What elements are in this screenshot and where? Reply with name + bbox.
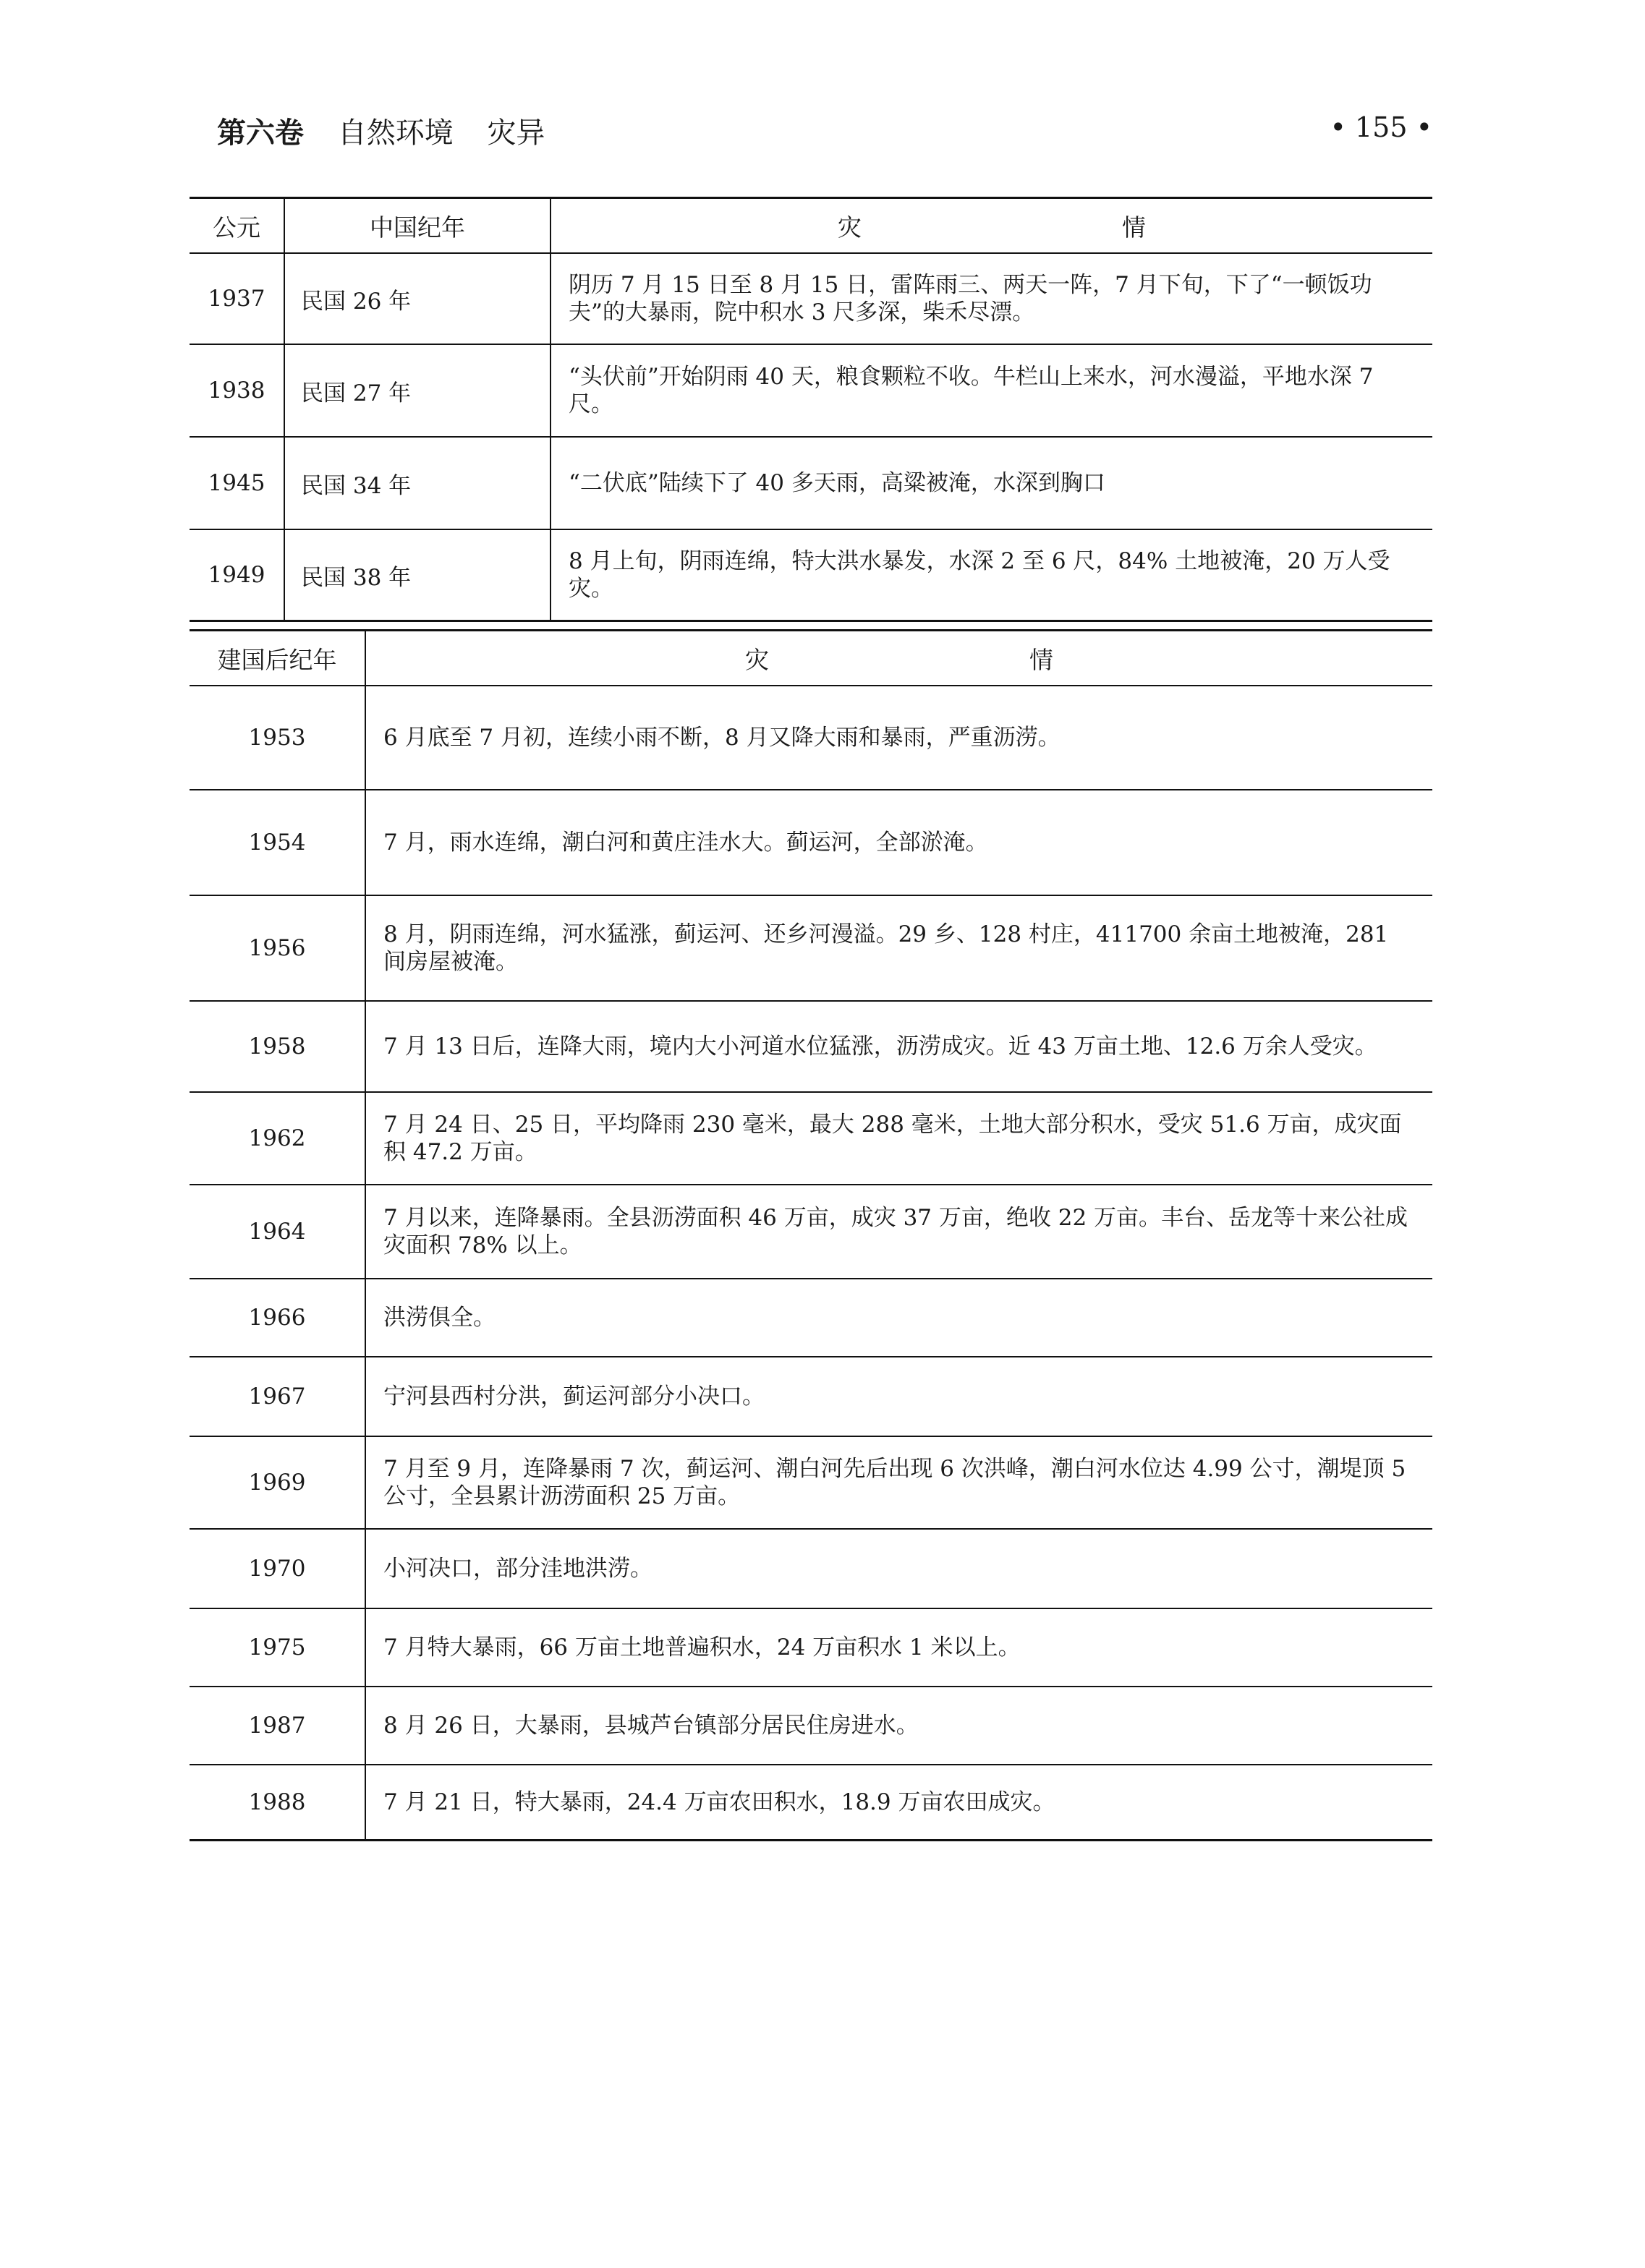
description-cell: “二伏底”陆续下了 40 多天雨，高粱被淹，水深到胸口 — [551, 437, 1432, 529]
year-cell: 1987 — [190, 1687, 365, 1765]
era-cell: 民国 34 年 — [284, 437, 551, 529]
table-row — [190, 1185, 1432, 1279]
table-row — [190, 529, 1432, 621]
description-cell: 8 月 26 日，大暴雨，县城芦台镇部分居民住房进水。 — [365, 1687, 1432, 1765]
col-header-disaster-char1: 灾 — [838, 213, 862, 242]
description-cell: 7 月特大暴雨，66 万亩土地普遍积水，24 万亩积水 1 米以上。 — [365, 1608, 1432, 1687]
col-header-disaster-char2: 情 — [1122, 213, 1146, 242]
year-cell: 1966 — [190, 1279, 365, 1357]
description-cell: 阴历 7 月 15 日至 8 月 15 日，雷阵雨三、两天一阵，7 月下旬，下了“一顿饭功夫”的大暴雨，院中积水 3 尺多深，柴禾尽漂。 — [551, 253, 1432, 344]
table-row — [190, 1279, 1432, 1357]
col-header-gregorian-year: 公元 — [190, 198, 284, 254]
table-row — [190, 344, 1432, 437]
era-cell: 民国 26 年 — [284, 253, 551, 344]
year-cell: 1969 — [190, 1436, 365, 1529]
year-cell: 1975 — [190, 1608, 365, 1687]
description-cell: 小河决口，部分洼地洪涝。 — [365, 1529, 1432, 1608]
year-cell: 1964 — [190, 1185, 365, 1279]
col-header-year: 建国后纪年 — [190, 631, 365, 686]
year-cell: 1953 — [190, 686, 365, 790]
year-cell: 1938 — [190, 344, 284, 437]
col-header-disaster-char1: 灾 — [745, 645, 769, 674]
year-cell: 1958 — [190, 1001, 365, 1092]
year-cell: 1962 — [190, 1092, 365, 1185]
table-row — [190, 1765, 1432, 1840]
description-cell: “头伏前”开始阴雨 40 天，粮食颗粒不收。牛栏山上来水，河水漫溢，平地水深 7 尺。 — [551, 344, 1432, 437]
col-header-disaster — [551, 198, 1432, 254]
year-cell: 1970 — [190, 1529, 365, 1608]
era-cell: 民国 38 年 — [284, 529, 551, 621]
table-header-row — [190, 198, 1432, 254]
description-cell: 8 月上旬，阴雨连绵，特大洪水暴发，水深 2 至 6 尺，84% 土地被淹，20 万人受灾。 — [569, 548, 1390, 602]
table-row — [190, 686, 1432, 790]
section-label: 自然环境 — [337, 116, 454, 150]
description-cell: 宁河县西村分洪，蓟运河部分小决口。 — [365, 1357, 1432, 1436]
table-header-row — [190, 631, 1432, 686]
description-cell: 7 月，雨水连绵，潮白河和黄庄洼水大。蓟运河，全部淤淹。 — [365, 790, 1432, 895]
year-cell: 1956 — [190, 895, 365, 1001]
table-row — [190, 1092, 1432, 1185]
year-cell: 1945 — [190, 437, 284, 529]
year-cell: 1949 — [190, 529, 284, 621]
year-cell: 1954 — [190, 790, 365, 895]
table-row — [190, 1001, 1432, 1092]
post-1949-disaster-table — [190, 629, 1432, 1841]
table-row — [190, 1357, 1432, 1436]
running-title — [217, 110, 545, 151]
description-cell: 6 月底至 7 月初，连续小雨不断，8 月又降大雨和暴雨，严重沥涝。 — [365, 686, 1432, 790]
description-cell: 7 月至 9 月，连降暴雨 7 次，蓟运河、潮白河先后出现 6 次洪峰，潮白河水位达 4.99 公寸，潮堤顶 5 公寸，全县累计沥涝面积 25 万亩。 — [365, 1436, 1432, 1529]
table-row — [190, 1608, 1432, 1687]
table-row — [190, 253, 1432, 344]
table-row — [190, 895, 1432, 1001]
description-cell: 7 月 21 日，特大暴雨，24.4 万亩农田积水，18.9 万亩农田成灾。 — [383, 1789, 1055, 1815]
page-header — [217, 110, 1432, 161]
republic-era-disaster-table — [190, 197, 1432, 622]
col-header-chinese-era: 中国纪年 — [284, 198, 551, 254]
volume-label: 第六卷 — [217, 116, 304, 150]
table-row — [190, 437, 1432, 529]
description-cell: 7 月 24 日、25 日，平均降雨 230 毫米，最大 288 毫米，土地大部分积水，受灾 51.6 万亩，成灾面积 47.2 万亩。 — [365, 1092, 1432, 1185]
col-header-disaster-char2: 情 — [1029, 645, 1053, 674]
table-row — [190, 1436, 1432, 1529]
description-cell: 7 月 13 日后，连降大雨，境内大小河道水位猛涨，沥涝成灾。近 43 万亩土地、12.6 万余人受灾。 — [365, 1001, 1432, 1092]
col-header-disaster — [365, 631, 1432, 686]
page-number: • 155 • — [1330, 111, 1432, 143]
year-cell: 1967 — [190, 1357, 365, 1436]
subsection-label: 灾异 — [487, 116, 545, 150]
year-cell: 1937 — [190, 253, 284, 344]
era-cell: 民国 27 年 — [284, 344, 551, 437]
description-cell: 洪涝俱全。 — [365, 1279, 1432, 1357]
description-cell: 7 月以来，连降暴雨。全县沥涝面积 46 万亩，成灾 37 万亩，绝收 22 万亩。丰台、岳龙等十来公社成灾面积 78% 以上。 — [365, 1185, 1432, 1279]
table-row — [190, 790, 1432, 895]
year-cell: 1988 — [190, 1765, 365, 1840]
table-row — [190, 1687, 1432, 1765]
table-row — [190, 1529, 1432, 1608]
description-cell: 8 月，阴雨连绵，河水猛涨，蓟运河、还乡河漫溢。29 乡、128 村庄，411700 余亩土地被淹，281 间房屋被淹。 — [365, 895, 1432, 1001]
